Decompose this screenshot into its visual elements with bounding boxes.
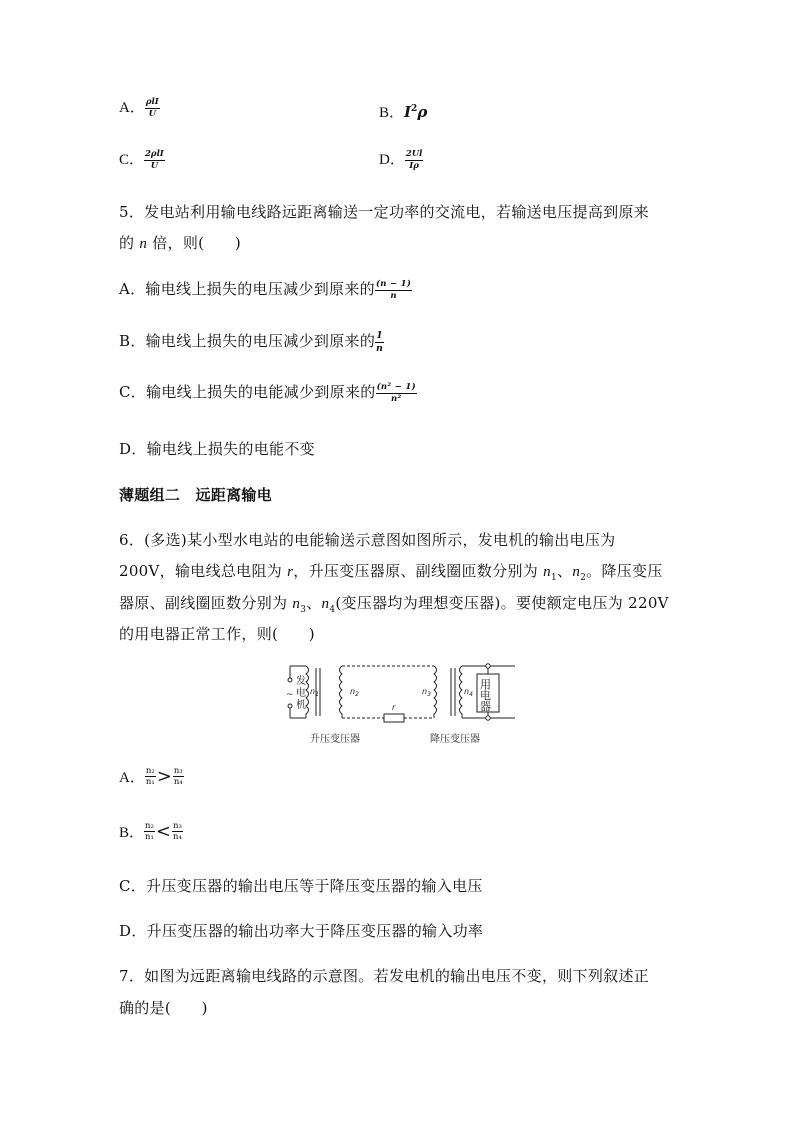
resistor-label-r: r	[392, 703, 396, 712]
load-char-2: 电	[480, 689, 491, 702]
q7-stem-line1: 7．如图为远距离输电线路的示意图。若发电机的输出电压不变，则下列叙述正	[119, 967, 650, 985]
q5-option-a-fraction: $\frac{(n - 1)}{n}$	[375, 279, 412, 301]
q4-option-a-fraction: $\frac{\text{ρlI}}{U}$	[145, 97, 159, 119]
q5-option-a: A．输电线上损失的电压减少到原来的 $\frac{(n - 1)}{n}$	[119, 279, 412, 301]
q6-stem-line4: 的用电器正常工作，则( )	[119, 625, 315, 643]
q5-option-b: B．输电线上损失的电压减少到原来的 $\frac{1}{n}$	[119, 330, 384, 354]
step-down-label: 降压变压器	[430, 734, 480, 745]
load-char-1: 用	[480, 678, 491, 691]
q5-stem-line2: 的 n 倍，则( )	[119, 234, 242, 252]
coil-label-n4: $n_4$	[464, 687, 473, 698]
ac-tilde: ~	[286, 690, 294, 700]
q4-option-d-fraction: $\frac{2Ul}{I\rho}$	[405, 149, 423, 171]
q5-option-d: D．输电线上损失的电能不变	[119, 440, 315, 458]
q6-option-b: B． $\frac{\text{n₂}}{\text{n₁}}$ < $\frac{\text{n₃}}{\text{n₄}}$	[119, 820, 182, 842]
section-title: 薄题组二 远距离输电	[119, 486, 273, 504]
q7-stem-line2: 确的是( )	[119, 999, 208, 1017]
q6-option-d: D．升压变压器的输出功率大于降压变压器的输入功率	[119, 922, 484, 940]
generator-char-2: 电	[296, 688, 306, 699]
coil-label-n2: $n_2$	[350, 687, 359, 698]
q4-option-c: C． $\frac{\text{2ρlI}}{U}$	[119, 149, 164, 171]
generator-char-1: 发	[296, 676, 306, 687]
transmission-circuit-diagram	[280, 658, 520, 746]
q6-option-a: A． $\frac{\text{n₂}}{\text{n₁}}$ > $\frac{\text{n₃}}{\text{n₄}}$	[119, 765, 183, 787]
step-up-label: 升压变压器	[310, 734, 360, 745]
q5-option-c: C．输电线上损失的电能减少到原来的 $\frac{\text{(n² − 1)}}{\text{n²}}$	[119, 382, 416, 404]
q5-option-c-fraction: $\frac{\text{(n² − 1)}}{\text{n²}}$	[376, 382, 416, 404]
coil-label-n1: $n_1$	[310, 687, 319, 698]
q5-stem-line1: 5．发电站利用输电线路远距离输送一定功率的交流电，若输送电压提高到原来	[119, 203, 650, 221]
q4-option-b: B．$I^2\rho$	[379, 103, 428, 121]
q6-stem-line2: 200V，输电线总电阻为 r，升压变压器原、副线圈匝数分别为 $n_1$、$n_2$。降压变压	[119, 562, 663, 583]
q4-option-a: A． $\frac{\text{ρlI}}{U}$	[119, 97, 159, 119]
q6-option-c: C．升压变压器的输出电压等于降压变压器的输入电压	[119, 877, 483, 895]
q4-option-d: D． $\frac{2Ul}{I\rho}$	[379, 149, 423, 171]
coil-label-n3: $n_3$	[422, 687, 431, 698]
q4-option-c-fraction: $\frac{\text{2ρlI}}{U}$	[145, 149, 164, 171]
q5-option-b-fraction: $\frac{1}{n}$	[375, 330, 384, 354]
q6-stem-line1: 6．(多选)某小型水电站的电能输送示意图如图所示，发电机的输出电压为	[119, 531, 616, 549]
q6-stem-line3: 器原、副线圈匝数分别为 $n_3$、$n_4$(变压器均为理想变压器)。要使额定电压为 220V	[119, 594, 669, 615]
load-char-3: 器	[480, 700, 491, 713]
generator-char-3: 机	[296, 700, 306, 711]
